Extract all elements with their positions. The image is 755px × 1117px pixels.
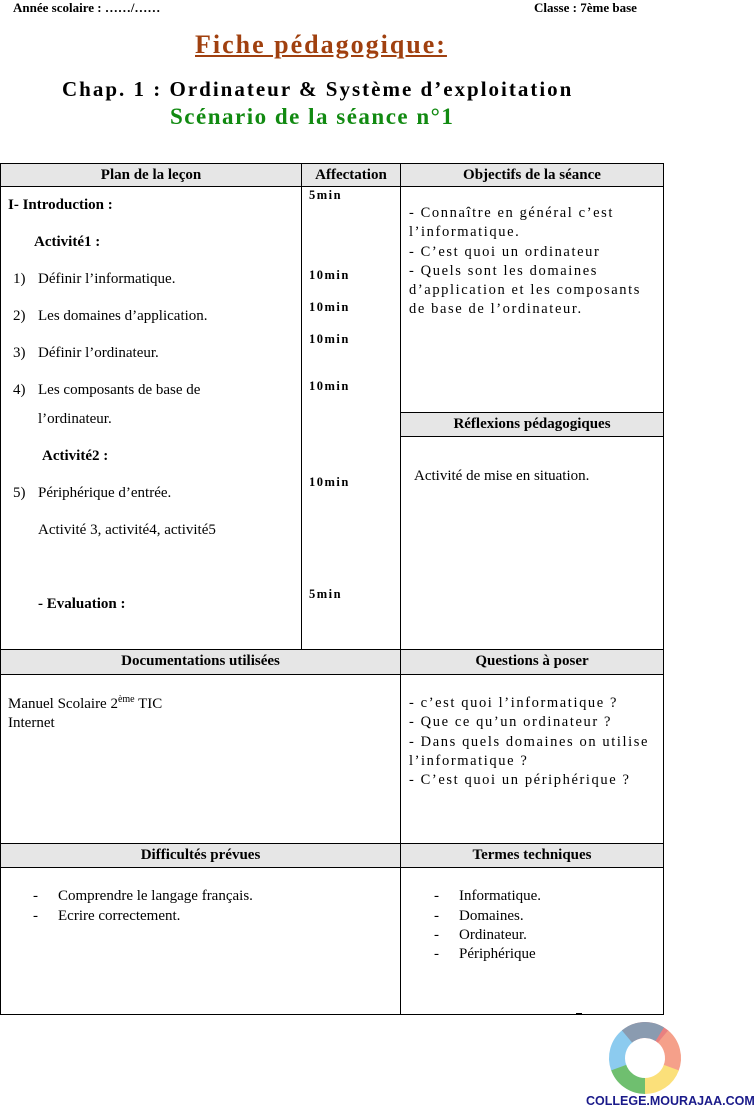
doc-text: Manuel Scolaire 2 [8,696,118,712]
term: Ordinateur. [459,927,527,943]
bullet-dash: - [33,908,38,924]
activities-345: Activité 3, activité4, activité5 [38,522,216,538]
activity2-heading: Activité2 : [42,448,109,464]
plan-item-num: 4) [13,382,26,398]
chapter-title: Chap. 1 : Ordinateur & Système d’exploitation [62,77,574,101]
question: - Que ce qu’un ordinateur ? [409,714,613,731]
doc-text: TIC [134,696,163,712]
plan-item-num: 2) [13,308,26,324]
evaluation-heading: - Evaluation : [38,596,126,612]
table-border [0,843,664,844]
plan-item-num: 5) [13,485,26,501]
page-title: Fiche pédagogique: [195,30,447,59]
table-border [301,163,302,650]
time-value: 10min [309,268,350,282]
objectives-list [409,204,659,320]
school-year: Année scolaire : ……/…… [13,0,161,15]
scenario-title: Scénario de la séance n°1 [170,104,455,129]
objective: - C’est quoi un ordinateur [409,243,601,260]
objective: - Connaître en général c’est l’informatique. [409,205,615,241]
question: - C’est quoi un périphérique ? [409,772,631,789]
time-value: 5min [309,587,343,601]
term: Informatique. [459,888,542,904]
table-border [0,163,1,1015]
question: - Dans quels domaines on utilise l’informatique ? [409,733,650,769]
plan-item: Les composants de base de [38,382,201,398]
table-border [0,163,664,164]
site-logo-icon [598,1018,688,1093]
termes-header: Termes techniques [401,844,663,868]
bullet-dash: - [434,908,439,924]
documentation-item [8,694,162,713]
class-label: Classe : 7ème base [534,0,637,15]
plan-item-num: 3) [13,345,26,361]
table-border [663,163,664,1015]
table-border [0,649,664,650]
plan-item: Définir l’informatique. [38,271,176,287]
plan-item: Définir l’ordinateur. [38,345,159,361]
plan-item-cont: l’ordinateur. [38,411,112,427]
col-header-objectifs: Objectifs de la séance [401,164,663,187]
bullet-dash: - [434,888,439,904]
table-border [0,1014,664,1015]
table-border [400,412,664,413]
objective: - Quels sont les domaines d’application et les composants de base de l’ordinateur. [409,262,642,318]
doc-sup: ème [117,694,135,705]
term: Domaines. [459,908,524,924]
difficulty: Comprendre le langage français. [58,888,253,904]
questions-header: Questions à poser [401,650,663,675]
time-value: 5min [309,188,343,202]
question: - c’est quoi l’informatique ? [409,695,619,711]
plan-item: Les domaines d’application. [38,308,208,324]
plan-item: Périphérique d’entrée. [38,485,172,501]
questions-list [409,694,661,790]
documentation-header: Documentations utilisées [1,650,400,675]
reflexions-header: Réflexions pédagogiques [401,413,663,437]
difficulty: Ecrire correctement. [58,908,181,924]
logo-text: COLLEGE.MOURAJAA.COM [586,1094,755,1108]
table-border [400,163,401,1015]
plan-item-num: 1) [13,271,26,287]
col-header-plan: Plan de la leçon [1,164,301,187]
term: Périphérique [459,946,536,962]
time-value: 10min [309,379,350,393]
activity1-heading: Activité1 : [34,234,101,250]
bullet-dash: - [33,888,38,904]
bullet-dash: - [434,946,439,962]
intro-heading: I- Introduction : [8,197,113,213]
difficultes-header: Difficultés prévues [1,844,400,868]
reflexions-text: Activité de mise en situation. [414,468,590,484]
time-value: 10min [309,475,350,489]
divider [576,1013,582,1014]
documentation-item: Internet [8,715,55,731]
time-value: 10min [309,332,350,346]
bullet-dash: - [434,927,439,943]
col-header-affectation: Affectation [302,164,400,187]
time-value: 10min [309,300,350,314]
